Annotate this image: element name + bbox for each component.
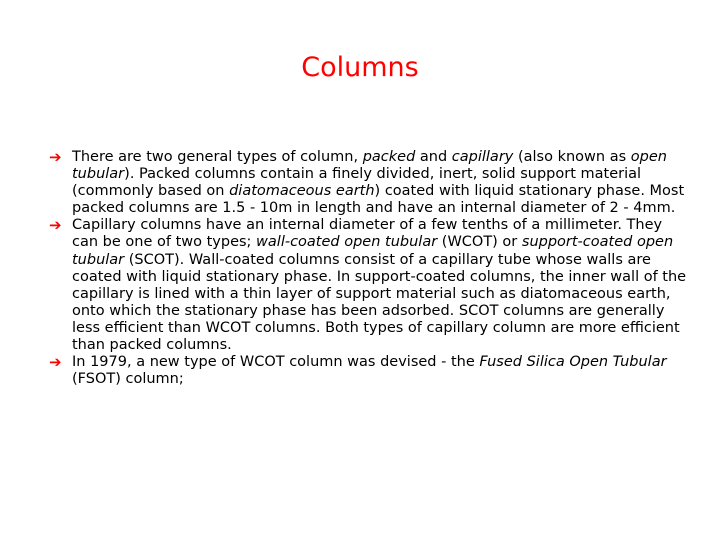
red-arrow-icon: ➔ xyxy=(49,353,62,372)
bullet-text-italic: packed xyxy=(362,149,416,165)
bullet-list xyxy=(49,149,689,388)
slide-title: Columns xyxy=(301,52,419,83)
red-arrow-icon: ➔ xyxy=(49,216,62,235)
bullet-text-italic: support-coated open tubular xyxy=(72,234,678,268)
bullet-text: There are two general types of column, xyxy=(72,149,363,165)
bullet-item-column-types xyxy=(49,149,689,217)
bullet-text: ) coated with liquid stationary phase. Most packed columns are 1.5 - 10m in length and have an internal diameter of 2 - 4mm. xyxy=(72,183,689,217)
bullet-text-italic: diatomaceous earth xyxy=(229,183,375,200)
bullet-item-fsot xyxy=(49,354,689,388)
bullet-text: (WCOT) or xyxy=(437,234,522,251)
bullet-text: (also known as xyxy=(513,149,631,165)
red-arrow-icon: ➔ xyxy=(49,148,62,166)
bullet-text: ). Packed columns contain a finely divided, inert, solid support material (commonly based on xyxy=(72,166,646,200)
bullet-text: (FSOT) column; xyxy=(72,354,672,388)
bullet-item-capillary-columns xyxy=(49,217,689,354)
bullet-text: In 1979, a new type of WCOT column was devised - the xyxy=(72,354,480,371)
bullet-text: Capillary columns have an internal diameter of a few tenths of a millimeter. They can be one of two types; xyxy=(72,217,667,251)
bullet-text: and xyxy=(415,149,452,165)
bullet-text-italic: open tubular xyxy=(72,149,672,183)
bullet-text-italic: wall-coated open tubular xyxy=(256,234,438,251)
bullet-text-italic: capillary xyxy=(451,149,514,165)
bullet-text: (SCOT). Wall-coated columns consist of a capillary tube whose walls are coated with liquid stationary phase. In support-coated columns, the inner wall of the capillary is lined with a thin layer of support material such as diatomaceous earth, onto which the stationary phase has been adsorbed. SCOT columns are generally less efficient than WCOT columns. Both types of capillary column are more efficient than packed columns. xyxy=(72,251,691,354)
bullet-text-italic: Fused Silica Open Tubular xyxy=(479,354,667,371)
